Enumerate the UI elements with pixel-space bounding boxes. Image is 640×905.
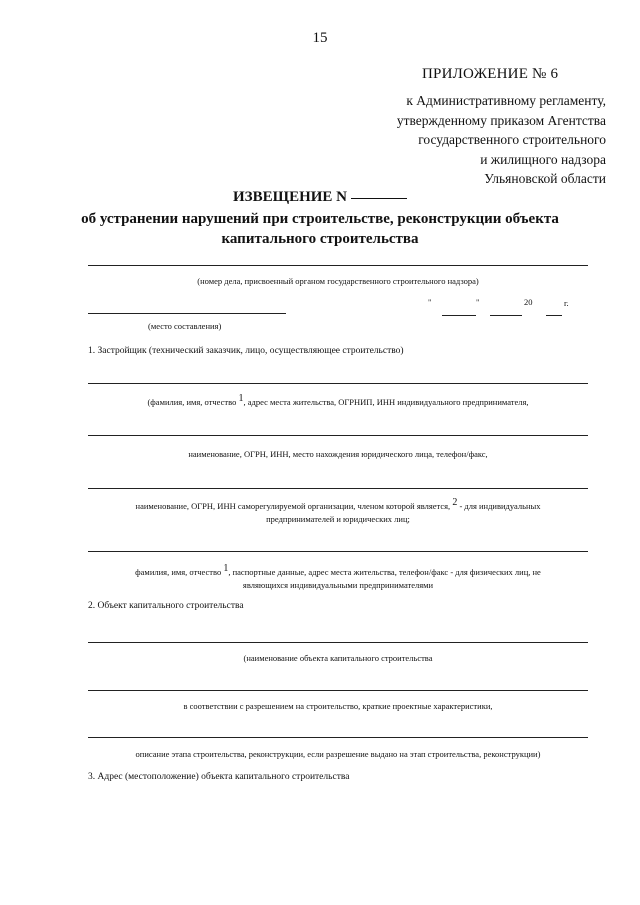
appendix-subtitle-line: государственного строительного (418, 132, 606, 147)
permit-caption: в соответствии с разрешением на строительство, краткие проектные характеристики, (183, 701, 493, 711)
date-day-line (442, 315, 476, 316)
date-quote-open: " (428, 297, 432, 307)
fio-caption (88, 393, 588, 408)
place-caption: (место составления) (148, 321, 222, 331)
appendix-subtitle-line: к Административному регламенту, (406, 93, 606, 108)
stage-line (88, 737, 588, 738)
object-line (88, 642, 588, 643)
fio-caption-text: (фамилия, имя, отчество (147, 397, 237, 407)
place-line (88, 313, 286, 314)
appendix-title: ПРИЛОЖЕНИЕ № 6 (422, 66, 559, 82)
appendix-subtitle-line: утвержденному приказом Агентства (396, 112, 606, 128)
notice-subtitle (0, 209, 640, 249)
permit-line (88, 690, 588, 691)
object-caption: (наименование объекта капитального строительства (243, 653, 433, 663)
notice-number-blank (351, 197, 407, 199)
case-number-caption: (номер дела, присвоенный органом государственного строительного надзора) (197, 276, 479, 286)
person-line (88, 551, 588, 552)
date-year-suffix: г. (564, 298, 569, 308)
section1-title: 1. Застройщик (технический заказчик, лицо, осуществляющее строительство) (88, 346, 404, 356)
footnote-2: 2 (452, 497, 458, 508)
person-caption (88, 563, 588, 578)
stage-caption: описание этапа строительства, реконструкции, если разрешение выдано на этап строительства, реконструкции) (135, 749, 541, 759)
sro-caption-text: - для индивидуальных (459, 501, 541, 511)
org-caption: наименование, ОГРН, ИНН, место нахождения юридического лица, телефон/факс, (188, 449, 488, 459)
sro-caption-continuation: предпринимателей и юридических лиц; (266, 514, 410, 524)
person-caption-text: , паспортные данные, адрес места жительства, телефон/факс - для физических лиц, не (228, 567, 541, 577)
sro-caption-text: наименование, ОГРН, ИНН саморегулируемой организации, членом которой является, (135, 501, 451, 511)
footnote-1-ref: 1 (223, 563, 229, 574)
notice-subtitle-line: капитального строительства (221, 231, 419, 247)
date-month-line (490, 315, 522, 316)
notice-title-row (0, 189, 640, 206)
sro-line (88, 488, 588, 489)
section2-title: 2. Объект капитального строительства (88, 601, 244, 611)
date-year-prefix: 20 (524, 297, 533, 307)
footnote-1: 1 (238, 393, 244, 404)
notice-title: ИЗВЕЩЕНИЕ N (233, 189, 347, 205)
appendix-subtitle (306, 91, 606, 189)
date-year-line (546, 315, 562, 316)
page-number: 15 (312, 30, 328, 46)
appendix-subtitle-line: Ульяновской области (484, 171, 606, 186)
section3-title: 3. Адрес (местоположение) объекта капитального строительства (88, 772, 350, 782)
date-quote-close: " (476, 297, 480, 307)
case-number-line (88, 265, 588, 266)
person-caption-continuation: являющихся индивидуальными предпринимателями (242, 580, 434, 590)
notice-subtitle-line: об устранении нарушений при строительстве, реконструкции объекта (81, 211, 559, 227)
fio-caption-text: , адрес места жительства, ОГРНИП, ИНН индивидуального предпринимателя, (243, 397, 529, 407)
org-line (88, 435, 588, 436)
sro-caption (88, 497, 588, 512)
person-caption-text: фамилия, имя, отчество (135, 567, 222, 577)
appendix-subtitle-line: и жилищного надзора (480, 151, 606, 167)
developer-line (88, 383, 588, 384)
